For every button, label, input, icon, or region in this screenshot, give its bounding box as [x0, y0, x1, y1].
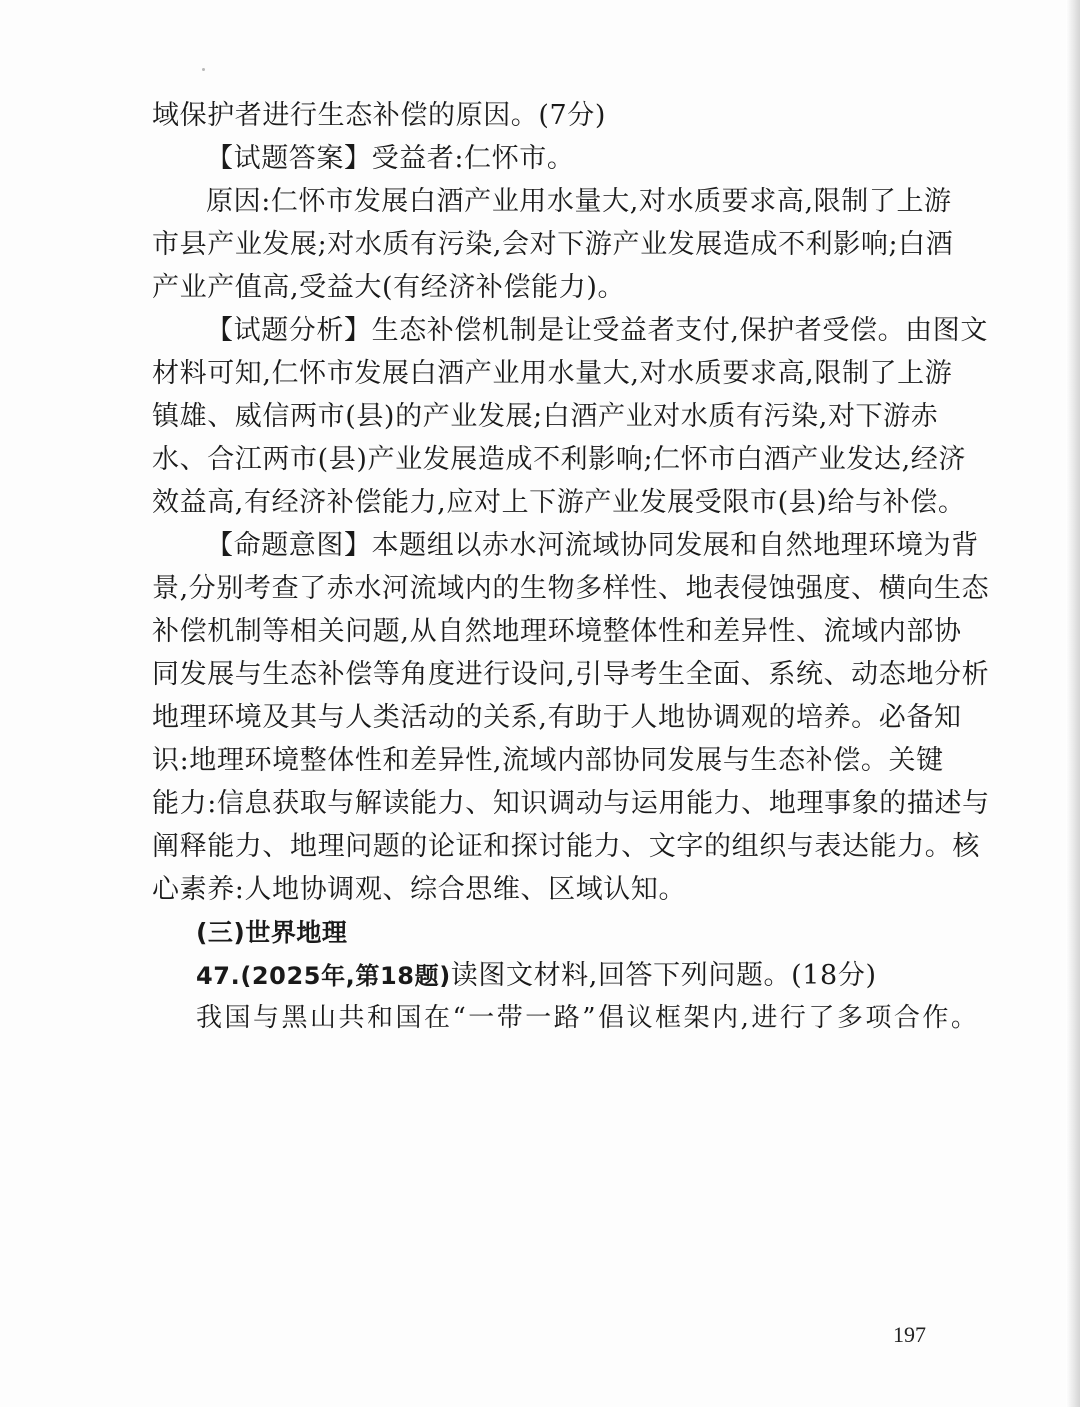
analysis-line: 【试题分析】生态补偿机制是让受益者支付,保护者受偿。由图文: [206, 315, 988, 346]
intent-line: 补偿机制等相关问题,从自然地理环境整体性和差异性、流域内部协: [152, 616, 962, 647]
intent-line: 识:地理环境整体性和差异性,流域内部协同发展与生态补偿。关键: [152, 745, 944, 776]
analysis-line: 镇雄、威信两市(县)的产业发展;白酒产业对水质有污染,对下游赤: [152, 401, 939, 432]
question-intro: 我国与黑山共和国在“一带一路”倡议框架内,进行了多项合作。: [196, 1003, 980, 1033]
reason-line: 市县产业发展;对水质有污染,会对下游产业发展造成不利影响;白酒: [152, 229, 954, 260]
intent-line: 同发展与生态补偿等角度进行设问,引导考生全面、系统、动态地分析: [152, 659, 990, 690]
question-line: [152, 954, 942, 997]
carryover-line: 域保护者进行生态补偿的原因。(7分): [152, 100, 607, 131]
section-heading: (三)世界地理: [196, 918, 348, 947]
intent-line: 心素养:人地协调观、综合思维、区域认知。: [152, 874, 687, 905]
page-text: [152, 94, 990, 1040]
reason-line: 产业产值高,受益大(有经济补偿能力)。: [152, 272, 626, 303]
page-edge-shadow: [1066, 0, 1080, 1407]
analysis-line: 效益高,有经济补偿能力,应对上下游产业发展受限市(县)给与补偿。: [152, 487, 966, 518]
intent-line: 阐释能力、地理问题的论证和探讨能力、文字的组织与表达能力。核: [152, 831, 980, 862]
intent-line: 【命题意图】本题组以赤水河流域协同发展和自然地理环境为背: [206, 530, 979, 561]
intent-line: 景,分别考查了赤水河流域内的生物多样性、地表侵蚀强度、横向生态: [152, 573, 990, 604]
question-text: 读图文材料,回答下列问题。(18分): [450, 960, 877, 991]
page-number: 197: [893, 1322, 926, 1347]
intent-paragraph: [152, 524, 990, 911]
analysis-line: 水、合江两市(县)产业发展造成不利影响;仁怀市白酒产业发达,经济: [152, 444, 966, 475]
answer-line: 【试题答案】受益者:仁怀市。: [206, 143, 575, 174]
question-label: 47.(2025年,第18题): [196, 962, 451, 990]
reason-line: 原因:仁怀市发展白酒产业用水量大,对水质要求高,限制了上游: [206, 186, 952, 217]
analysis-line: 材料可知,仁怀市发展白酒产业用水量大,对水质要求高,限制了上游: [152, 358, 953, 389]
intent-line: 能力:信息获取与解读能力、知识调动与运用能力、地理事象的描述与: [152, 788, 990, 819]
paper-speck: [202, 68, 205, 71]
intent-line: 地理环境及其与人类活动的关系,有助于人地协调观的培养。必备知: [152, 702, 962, 733]
reason-paragraph: [152, 180, 954, 309]
analysis-paragraph: [152, 309, 988, 524]
